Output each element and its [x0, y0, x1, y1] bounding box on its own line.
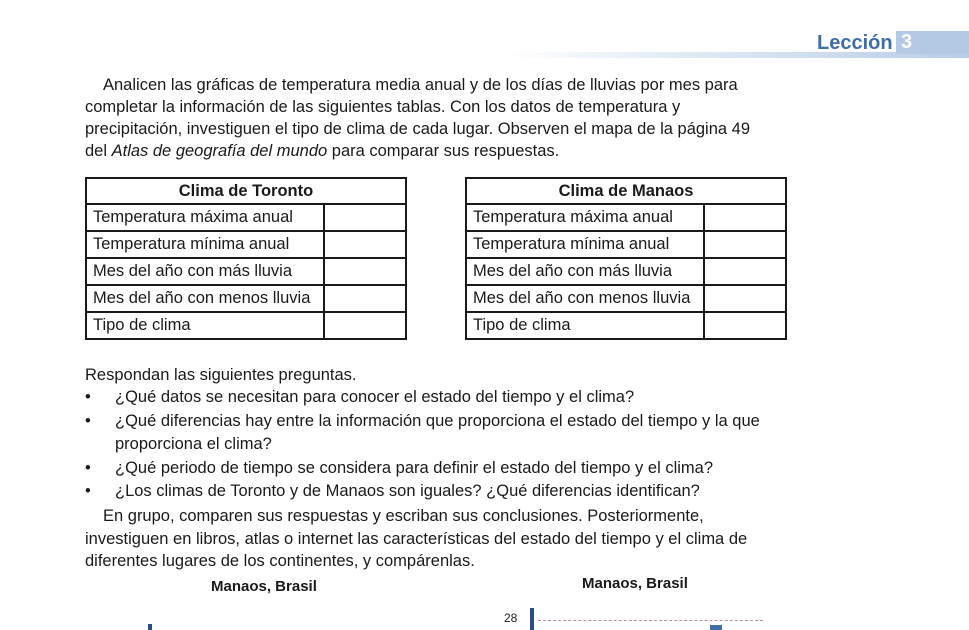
table-title-toronto: Clima de Toronto	[86, 178, 406, 204]
questions-list	[85, 386, 770, 504]
list-item	[85, 386, 770, 410]
chart-axis-fragment-left	[148, 624, 152, 630]
question-text: ¿Qué datos se necesitan para conocer el estado del tiempo y el clima?	[115, 388, 635, 406]
lesson-number-badge: 3	[896, 31, 969, 54]
table-row	[86, 231, 406, 258]
table-row	[466, 285, 786, 312]
answer-cell[interactable]	[324, 231, 406, 258]
intro-text-end: para comparar sus respuestas.	[327, 142, 560, 160]
table-row	[86, 258, 406, 285]
row-label: Temperatura máxima anual	[86, 204, 324, 231]
lesson-label: Lección	[817, 32, 893, 54]
table-title-manaos: Clima de Manaos	[466, 178, 786, 204]
row-label: Temperatura mínima anual	[86, 231, 324, 258]
row-label: Temperatura mínima anual	[466, 231, 704, 258]
row-label: Mes del año con más lluvia	[86, 258, 324, 285]
answer-cell[interactable]	[704, 312, 786, 339]
table-row	[466, 312, 786, 339]
table-row	[466, 231, 786, 258]
footer-dotted-rule	[538, 620, 763, 621]
bullet: •	[85, 411, 91, 430]
row-label: Tipo de clima	[466, 312, 704, 339]
figure-caption-right: Manaos, Brasil	[582, 575, 688, 592]
row-label: Tipo de clima	[86, 312, 324, 339]
bullet: •	[85, 388, 91, 406]
answer-cell[interactable]	[704, 285, 786, 312]
bullet: •	[85, 458, 91, 477]
list-item	[85, 480, 770, 504]
intro-text-start: Analicen las gráficas de temperatura media anual y de los días de lluvias por mes para completar la información de las siguientes tablas. Con los datos de temperatura y precipitación, investiguen el tipo de clima de cada lugar. Observen el mapa de la página 49 del	[85, 76, 751, 160]
table-row	[86, 285, 406, 312]
list-item	[85, 410, 770, 457]
answer-cell[interactable]	[704, 258, 786, 285]
page-marker	[530, 608, 534, 630]
question-text: ¿Qué diferencias hay entre la información que proporciona el estado del tiempo y la que proporciona el clima?	[115, 411, 760, 453]
closing-text: En grupo, comparen sus respuestas y escriban sus conclusiones. Posteriormente, investiguen en libros, atlas o internet las características del estado del tiempo y el clima de diferentes lugares de los continentes, y compárenlas.	[85, 507, 748, 570]
answer-cell[interactable]	[324, 312, 406, 339]
questions-intro: Respondan las siguientes preguntas.	[85, 366, 357, 384]
answer-cell[interactable]	[324, 204, 406, 231]
table-row	[466, 204, 786, 231]
atlas-title: Atlas de geografía del mundo	[111, 142, 328, 160]
answer-cell[interactable]	[704, 204, 786, 231]
list-item	[85, 457, 770, 481]
row-label: Mes del año con menos lluvia	[86, 285, 324, 312]
table-row	[86, 312, 406, 339]
row-label: Mes del año con menos lluvia	[466, 285, 704, 312]
row-label: Temperatura máxima anual	[466, 204, 704, 231]
figure-caption-left: Manaos, Brasil	[211, 578, 317, 595]
table-row	[86, 204, 406, 231]
question-text: ¿Los climas de Toronto y de Manaos son iguales? ¿Qué diferencias identifican?	[115, 482, 700, 500]
chart-axis-fragment-right	[710, 625, 722, 630]
manaos-climate-table	[465, 177, 787, 340]
question-text: ¿Qué periodo de tiempo se considera para definir el estado del tiempo y el clima?	[115, 458, 713, 477]
answer-cell[interactable]	[324, 285, 406, 312]
page-number: 28	[504, 611, 518, 625]
toronto-climate-table	[85, 177, 407, 340]
row-label: Mes del año con más lluvia	[466, 258, 704, 285]
answer-cell[interactable]	[324, 258, 406, 285]
closing-paragraph	[85, 505, 770, 573]
intro-paragraph	[85, 74, 770, 162]
table-row	[466, 258, 786, 285]
bullet: •	[85, 482, 91, 500]
answer-cell[interactable]	[704, 231, 786, 258]
